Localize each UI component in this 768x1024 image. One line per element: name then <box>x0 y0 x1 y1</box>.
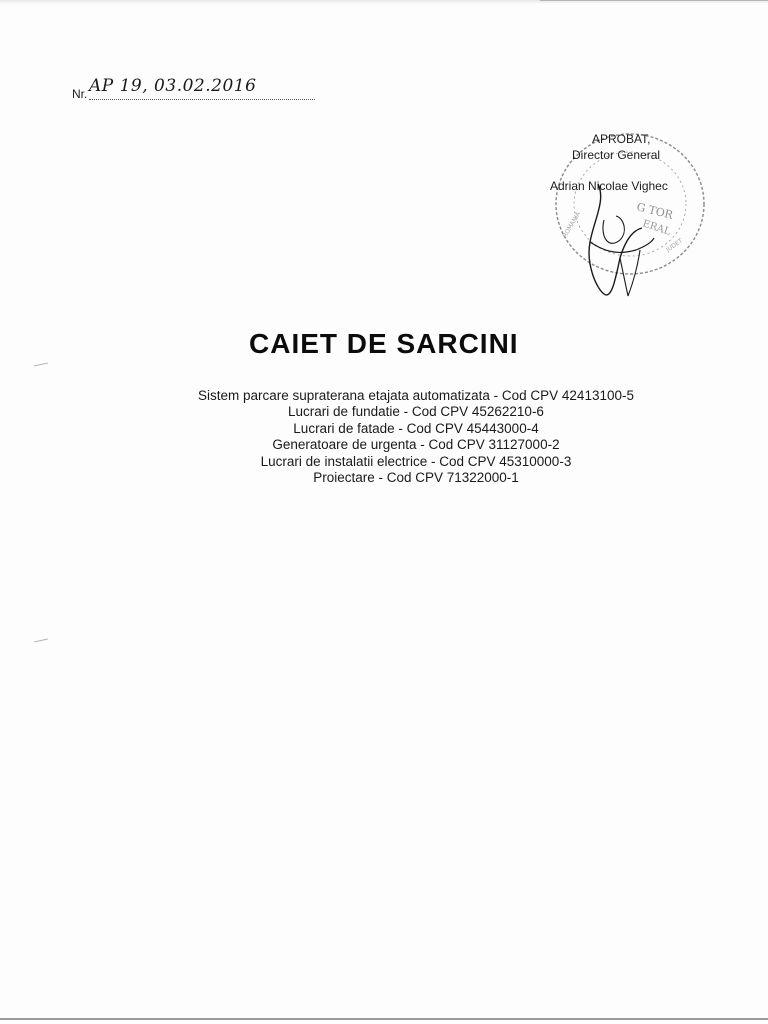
svg-text:ERAL: ERAL <box>641 218 672 238</box>
approved-label: APROBAT, <box>592 132 651 146</box>
scope-item: Lucrari de fatade - Cod CPV 45443000-4 <box>293 420 539 436</box>
svg-text:JUDET: JUDET <box>665 237 685 254</box>
svg-text:G TOR: G TOR <box>635 200 675 222</box>
scope-item: Proiectare - Cod CPV 71322000-1 <box>313 470 519 486</box>
scope-item: Sistem parcare supraterana etajata automatizata - Cod CPV 42413100-5 <box>197 388 634 403</box>
registration-prefix: Nr. <box>72 87 88 101</box>
scope-item: Lucrari de instalatii electrice - Cod CPV 45310000-3 <box>260 453 572 469</box>
registration-underline <box>89 99 315 100</box>
approver-role: Director General <box>572 148 661 162</box>
approver-name: Adrian Nicolae Vighec <box>550 179 668 193</box>
scope-item: Lucrari de fundatie - Cod CPV 45262210-6 <box>288 404 544 420</box>
scope-list <box>160 388 672 486</box>
scope-item: Generatoare de urgenta - Cod CPV 31127000-2 <box>272 437 560 453</box>
registration-handwritten-value: AP 19, 03.02.2016 <box>89 76 257 96</box>
hole-punch-mark <box>34 639 48 643</box>
approval-block <box>540 128 720 308</box>
document-title: CAIET DE SARCINI <box>249 328 519 359</box>
registration-number <box>72 76 272 106</box>
scan-edge-bottom <box>0 1018 768 1020</box>
scan-artifact-line <box>540 0 768 1</box>
hole-punch-mark <box>34 363 48 367</box>
svg-text:ROMANIA: ROMANIA <box>561 210 583 239</box>
handwritten-signature <box>576 180 656 300</box>
